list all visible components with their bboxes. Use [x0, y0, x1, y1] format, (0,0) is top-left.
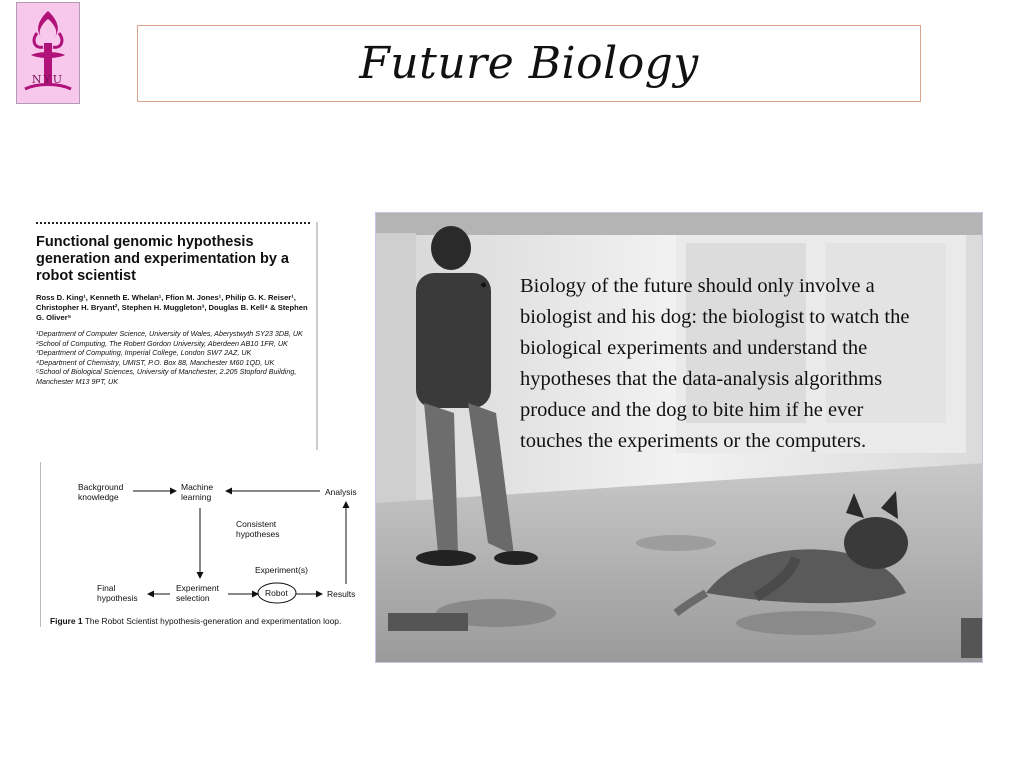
slide-title: Future Biology: [359, 38, 699, 89]
nyu-logo: [16, 2, 80, 104]
node-machine-learning: Machine learning: [181, 482, 214, 502]
node-consistent-hypotheses: Consistent hypotheses: [236, 519, 280, 539]
paper-clipping: [30, 222, 318, 452]
node-robot: Robot: [265, 588, 288, 598]
figure-caption: [50, 616, 341, 626]
paper-authors: Ross D. King¹, Kenneth E. Whelan¹, Ffion M. Jones¹, Philip G. K. Reiser¹, Christopher H. Bryant², Stephen H. Muggleton³, Douglas B. Kell⁴ & Stephen G. Oliver⁵: [36, 293, 308, 322]
nyu-torch-logo-icon: [17, 3, 79, 103]
node-background-knowledge: Background knowledge: [78, 482, 124, 502]
bullet-text: Biology of the future should only involve a biologist and his dog: the biologist to watch the biological experiments and understand the hypotheses that the data-analysis algorithms produce and the dog to bite him if he ever touches the experiments or the computers.: [520, 275, 910, 452]
caption-label: Figure 1: [50, 616, 83, 626]
affiliation-3: ³Department of Computing, Imperial College, London SW7 2AZ, UK: [36, 348, 252, 358]
affiliation-5: ⁵School of Biological Sciences, University of Manchester, 2.205 Stopford Building, Manchester M13 9PT, UK: [36, 367, 297, 386]
caption-text: The Robot Scientist hypothesis-generation and experimentation loop.: [84, 616, 342, 626]
paper-affiliations: [36, 329, 314, 387]
paper-title: Functional genomic hypothesis generation and experimentation by a robot scientist: [36, 234, 289, 284]
affiliation-4: ⁴Department of Chemistry, UMIST, P.O. Box 88, Manchester M60 1QD, UK: [36, 357, 275, 367]
robot-scientist-diagram: [40, 462, 366, 632]
node-experiment-selection: Experiment selection: [176, 583, 219, 603]
node-final-hypothesis: Final hypothesis: [97, 583, 138, 603]
node-experiments: Experiment(s): [255, 565, 308, 575]
title-box: [137, 25, 921, 102]
node-analysis: Analysis: [325, 487, 357, 497]
bullet-point: [480, 271, 920, 457]
paper-edge: [316, 222, 318, 450]
node-results: Results: [327, 589, 356, 599]
affiliation-1: ¹Department of Computer Science, University of Wales, Aberystwyth SY23 3DB, UK: [36, 329, 303, 338]
affiliation-2: ²School of Computing, The Robert Gordon University, Aberdeen AB10 1FR, UK: [36, 338, 288, 348]
dotted-rule: [36, 222, 310, 224]
bullet-marker: •: [480, 275, 488, 297]
logo-text: NYU: [31, 73, 65, 86]
